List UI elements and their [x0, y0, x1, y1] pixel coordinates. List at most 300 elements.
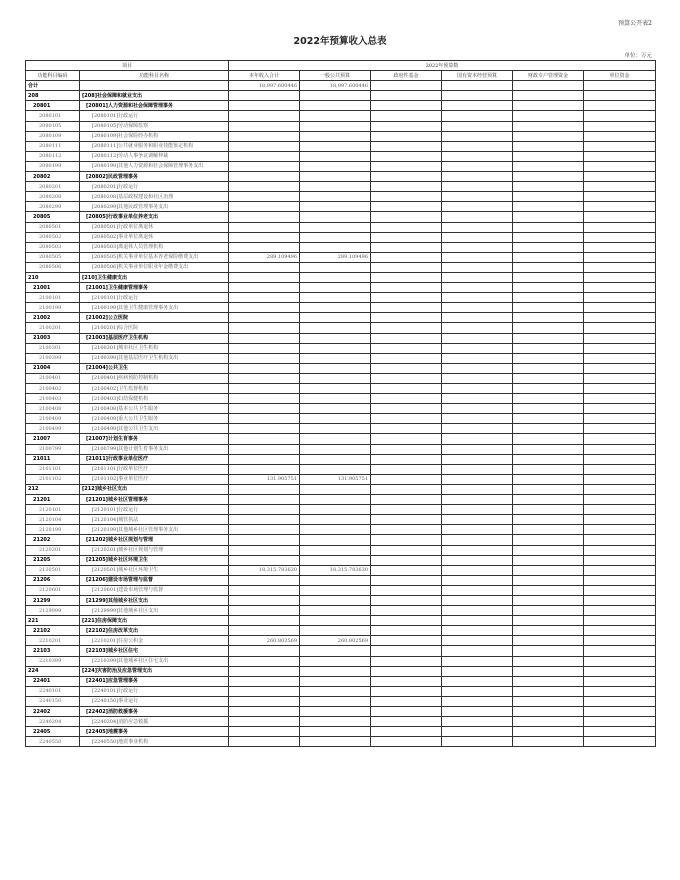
row-state-capital-cell — [442, 343, 513, 353]
row-special-fund-cell — [513, 464, 584, 474]
row-fund-cell — [371, 666, 442, 676]
row-total-cell — [229, 696, 300, 706]
row-name-cell: [2080105]劳动保障监察 — [80, 121, 229, 131]
row-state-capital-cell — [442, 182, 513, 192]
row-total-cell — [229, 121, 300, 131]
row-total-cell — [229, 202, 300, 212]
row-name-cell: [20805]行政事业单位养老支出 — [80, 212, 229, 222]
table-row — [26, 636, 656, 646]
row-total-cell — [229, 333, 300, 343]
row-total-cell — [229, 384, 300, 394]
row-special-fund-cell — [513, 505, 584, 515]
row-general-cell — [300, 91, 371, 101]
row-code-cell: 22405 — [26, 727, 80, 737]
row-code-cell: 2100301 — [26, 343, 80, 353]
row-state-capital-cell — [442, 384, 513, 394]
row-general-cell — [300, 434, 371, 444]
row-special-fund-cell — [513, 161, 584, 171]
row-state-capital-cell — [442, 424, 513, 434]
row-fund-cell — [371, 293, 442, 303]
row-special-fund-cell — [513, 606, 584, 616]
row-general-cell — [300, 515, 371, 525]
row-name-cell: [2100399]其他基层医疗卫生机构支出 — [80, 353, 229, 363]
row-fund-cell — [371, 474, 442, 484]
row-fund-cell — [371, 575, 442, 585]
row-fund-cell — [371, 232, 442, 242]
row-code-cell: 2080506 — [26, 262, 80, 272]
row-general-cell — [300, 595, 371, 605]
row-state-capital-cell — [442, 363, 513, 373]
row-code-cell: 21202 — [26, 535, 80, 545]
row-code-cell: 2100499 — [26, 424, 80, 434]
row-total-cell — [229, 737, 300, 747]
row-special-fund-cell — [513, 111, 584, 121]
row-general-cell — [300, 666, 371, 676]
row-fund-cell — [371, 373, 442, 383]
row-special-fund-cell — [513, 595, 584, 605]
row-fund-cell — [371, 151, 442, 161]
row-general-cell — [300, 424, 371, 434]
row-unit-fund-cell — [584, 505, 656, 515]
row-unit-fund-cell — [584, 101, 656, 111]
row-name-cell: [2100101]行政运行 — [80, 293, 229, 303]
row-name-cell: [2100408]基本公共卫生服务 — [80, 404, 229, 414]
row-general-cell — [300, 303, 371, 313]
row-code-cell: 2080199 — [26, 161, 80, 171]
row-state-capital-cell — [442, 161, 513, 171]
row-unit-fund-cell — [584, 737, 656, 747]
row-general-cell — [300, 394, 371, 404]
header-total: 本年收入合计 — [229, 71, 300, 81]
row-total-cell — [229, 575, 300, 585]
row-fund-cell — [371, 696, 442, 706]
row-special-fund-cell — [513, 717, 584, 727]
table-row — [26, 353, 656, 363]
row-unit-fund-cell — [584, 222, 656, 232]
row-fund-cell — [371, 384, 442, 394]
row-general-cell — [300, 172, 371, 182]
row-total-cell: 289.109496 — [229, 252, 300, 262]
row-fund-cell — [371, 394, 442, 404]
row-special-fund-cell — [513, 394, 584, 404]
table-row — [26, 262, 656, 272]
row-code-cell: 21201 — [26, 495, 80, 505]
row-general-cell — [300, 676, 371, 686]
table-row — [26, 384, 656, 394]
row-unit-fund-cell — [584, 141, 656, 151]
row-unit-fund-cell — [584, 727, 656, 737]
row-special-fund-cell — [513, 353, 584, 363]
row-state-capital-cell — [442, 525, 513, 535]
unit-label: 单位：万元 — [624, 53, 652, 59]
row-name-cell: [21004]公共卫生 — [80, 363, 229, 373]
row-special-fund-cell — [513, 172, 584, 182]
row-special-fund-cell — [513, 333, 584, 343]
row-code-cell: 22103 — [26, 646, 80, 656]
row-name-cell: [2120104]城管执法 — [80, 515, 229, 525]
row-code-cell: 21001 — [26, 283, 80, 293]
row-fund-cell — [371, 272, 442, 282]
row-special-fund-cell — [513, 283, 584, 293]
row-code-cell: 2080109 — [26, 131, 80, 141]
row-unit-fund-cell — [584, 414, 656, 424]
row-general-cell — [300, 293, 371, 303]
row-code-cell: 2101101 — [26, 464, 80, 474]
row-general-cell — [300, 575, 371, 585]
row-state-capital-cell — [442, 555, 513, 565]
row-state-capital-cell — [442, 242, 513, 252]
row-fund-cell — [371, 656, 442, 666]
row-code-cell: 2100409 — [26, 414, 80, 424]
row-total-cell — [229, 515, 300, 525]
row-unit-fund-cell — [584, 172, 656, 182]
row-general-cell — [300, 313, 371, 323]
row-special-fund-cell — [513, 131, 584, 141]
row-total-cell — [229, 172, 300, 182]
table-row — [26, 252, 656, 262]
row-unit-fund-cell — [584, 252, 656, 262]
row-total-cell — [229, 606, 300, 616]
row-unit-fund-cell — [584, 656, 656, 666]
row-general-cell — [300, 414, 371, 424]
header-row-columns — [26, 71, 656, 81]
row-fund-cell — [371, 434, 442, 444]
row-fund-cell — [371, 545, 442, 555]
row-name-cell: [21205]城乡社区环境卫生 — [80, 555, 229, 565]
row-state-capital-cell — [442, 404, 513, 414]
row-code-cell: 2100399 — [26, 353, 80, 363]
row-fund-cell — [371, 262, 442, 272]
header-special-fund: 财政专户管理资金 — [513, 71, 584, 81]
table-row — [26, 646, 656, 656]
table-row — [26, 434, 656, 444]
row-fund-cell — [371, 505, 442, 515]
row-general-cell — [300, 192, 371, 202]
row-unit-fund-cell — [584, 303, 656, 313]
row-unit-fund-cell — [584, 696, 656, 706]
row-code-cell: 2210201 — [26, 636, 80, 646]
row-fund-cell — [371, 182, 442, 192]
row-general-cell — [300, 585, 371, 595]
row-total-cell — [229, 585, 300, 595]
row-special-fund-cell — [513, 626, 584, 636]
row-state-capital-cell — [442, 727, 513, 737]
row-name-cell: [22402]消防救援事务 — [80, 707, 229, 717]
row-code-cell: 2120601 — [26, 585, 80, 595]
row-code-cell: 20801 — [26, 101, 80, 111]
row-general-cell — [300, 262, 371, 272]
row-state-capital-cell — [442, 303, 513, 313]
row-special-fund-cell — [513, 414, 584, 424]
row-state-capital-cell — [442, 131, 513, 141]
row-name-cell: [22401]应急管理事务 — [80, 676, 229, 686]
row-special-fund-cell — [513, 525, 584, 535]
table-number-label: 预算公开表2 — [618, 20, 652, 27]
row-fund-cell — [371, 565, 442, 575]
row-state-capital-cell — [442, 595, 513, 605]
row-code-cell: 21205 — [26, 555, 80, 565]
row-special-fund-cell — [513, 141, 584, 151]
row-unit-fund-cell — [584, 202, 656, 212]
row-name-cell: [2080501]行政单位离退休 — [80, 222, 229, 232]
row-general-cell — [300, 495, 371, 505]
row-special-fund-cell — [513, 242, 584, 252]
row-fund-cell — [371, 111, 442, 121]
table-row — [26, 686, 656, 696]
table-row — [26, 313, 656, 323]
row-unit-fund-cell — [584, 717, 656, 727]
row-code-cell: 2100401 — [26, 373, 80, 383]
row-state-capital-cell — [442, 151, 513, 161]
row-state-capital-cell — [442, 616, 513, 626]
row-total-cell — [229, 363, 300, 373]
row-name-cell: [20801]人力资源和社会保障管理事务 — [80, 101, 229, 111]
row-code-cell: 2240204 — [26, 717, 80, 727]
row-unit-fund-cell — [584, 616, 656, 626]
row-state-capital-cell — [442, 222, 513, 232]
row-unit-fund-cell — [584, 545, 656, 555]
row-name-cell: [2210201]住房公积金 — [80, 636, 229, 646]
row-general-cell — [300, 404, 371, 414]
row-special-fund-cell — [513, 151, 584, 161]
row-total-cell — [229, 444, 300, 454]
row-name-cell: [208]社会保障和就业支出 — [80, 91, 229, 101]
row-total-cell — [229, 727, 300, 737]
row-fund-cell — [371, 737, 442, 747]
row-fund-cell — [371, 495, 442, 505]
row-fund-cell — [371, 686, 442, 696]
row-unit-fund-cell — [584, 232, 656, 242]
table-row — [26, 585, 656, 595]
row-general-cell — [300, 686, 371, 696]
row-unit-fund-cell — [584, 242, 656, 252]
header-fund: 政府性基金 — [371, 71, 442, 81]
row-special-fund-cell — [513, 707, 584, 717]
row-fund-cell — [371, 343, 442, 353]
row-total-cell — [229, 373, 300, 383]
row-total-cell — [229, 141, 300, 151]
table-row — [26, 182, 656, 192]
row-state-capital-cell — [442, 565, 513, 575]
row-fund-cell — [371, 606, 442, 616]
row-fund-cell — [371, 595, 442, 605]
row-total-cell — [229, 232, 300, 242]
row-unit-fund-cell — [584, 333, 656, 343]
table-row — [26, 363, 656, 373]
row-state-capital-cell — [442, 474, 513, 484]
row-general-cell — [300, 656, 371, 666]
row-code-cell: 2101102 — [26, 474, 80, 484]
row-state-capital-cell — [442, 232, 513, 242]
table-row — [26, 515, 656, 525]
table-row — [26, 343, 656, 353]
row-name-cell: [2120101]行政运行 — [80, 505, 229, 515]
row-general-cell — [300, 222, 371, 232]
row-code-cell: 2100199 — [26, 303, 80, 313]
row-code-cell: 2080501 — [26, 222, 80, 232]
row-fund-cell — [371, 555, 442, 565]
row-name-cell: [2100301]城市社区卫生机构 — [80, 343, 229, 353]
row-code-cell: 2100799 — [26, 444, 80, 454]
row-name-cell: [2101102]事业单位医疗 — [80, 474, 229, 484]
table-row — [26, 464, 656, 474]
row-unit-fund-cell — [584, 313, 656, 323]
row-code-cell: 2080505 — [26, 252, 80, 262]
row-unit-fund-cell — [584, 474, 656, 484]
table-row — [26, 555, 656, 565]
row-name-cell: [2080109]社会保险经办机构 — [80, 131, 229, 141]
row-special-fund-cell — [513, 363, 584, 373]
row-special-fund-cell — [513, 313, 584, 323]
header-state-capital: 国有资本经营预算 — [442, 71, 513, 81]
row-special-fund-cell — [513, 565, 584, 575]
row-special-fund-cell — [513, 545, 584, 555]
header-unit-fund: 单位资金 — [584, 71, 656, 81]
table-row — [26, 303, 656, 313]
row-unit-fund-cell — [584, 555, 656, 565]
row-code-cell: 21002 — [26, 313, 80, 323]
row-name-cell: [2080208]基层政权建设和社区治理 — [80, 192, 229, 202]
row-total-cell — [229, 404, 300, 414]
row-name-cell: [2100499]其他公共卫生支出 — [80, 424, 229, 434]
table-row — [26, 676, 656, 686]
row-total-cell — [229, 464, 300, 474]
row-general-cell — [300, 363, 371, 373]
row-fund-cell — [371, 323, 442, 333]
row-state-capital-cell — [442, 454, 513, 464]
table-row — [26, 222, 656, 232]
row-state-capital-cell — [442, 495, 513, 505]
row-general-cell: 289.109496 — [300, 252, 371, 262]
row-state-capital-cell — [442, 333, 513, 343]
row-total-cell — [229, 313, 300, 323]
row-special-fund-cell — [513, 81, 584, 91]
row-general-cell — [300, 727, 371, 737]
row-total-cell — [229, 616, 300, 626]
row-total-cell — [229, 283, 300, 293]
row-name-cell: [2100401]疾病预防控制机构 — [80, 373, 229, 383]
row-fund-cell — [371, 141, 442, 151]
header-row-group — [26, 61, 656, 71]
row-unit-fund-cell — [584, 707, 656, 717]
row-total-cell: 260.802569 — [229, 636, 300, 646]
row-name-cell: [2080199]其他人力资源和社会保障管理事务支出 — [80, 161, 229, 171]
row-code-cell: 2240150 — [26, 696, 80, 706]
row-special-fund-cell — [513, 474, 584, 484]
row-code-cell: 22401 — [26, 676, 80, 686]
table-row — [26, 414, 656, 424]
row-unit-fund-cell — [584, 373, 656, 383]
row-general-cell — [300, 121, 371, 131]
row-general-cell — [300, 353, 371, 363]
row-name-cell: [2100199]其他卫生健康管理事务支出 — [80, 303, 229, 313]
row-general-cell — [300, 737, 371, 747]
row-state-capital-cell — [442, 606, 513, 616]
row-name-cell: [21001]卫生健康管理事务 — [80, 283, 229, 293]
table-row — [26, 323, 656, 333]
row-state-capital-cell — [442, 323, 513, 333]
row-unit-fund-cell — [584, 91, 656, 101]
row-fund-cell — [371, 414, 442, 424]
row-state-capital-cell — [442, 212, 513, 222]
table-row — [26, 141, 656, 151]
row-unit-fund-cell — [584, 182, 656, 192]
budget-revenue-table — [25, 60, 656, 747]
row-code-cell: 212 — [26, 484, 80, 494]
row-name-cell: [21201]城乡社区管理事务 — [80, 495, 229, 505]
row-code-cell: 2120104 — [26, 515, 80, 525]
row-fund-cell — [371, 727, 442, 737]
row-general-cell — [300, 626, 371, 636]
row-total-cell — [229, 676, 300, 686]
row-general-cell — [300, 555, 371, 565]
row-unit-fund-cell — [584, 343, 656, 353]
row-code-cell: 2080112 — [26, 151, 80, 161]
row-code-cell: 2129999 — [26, 606, 80, 616]
row-fund-cell — [371, 101, 442, 111]
row-code-cell: 2080201 — [26, 182, 80, 192]
row-unit-fund-cell — [584, 454, 656, 464]
table-row — [26, 656, 656, 666]
table-row — [26, 444, 656, 454]
row-unit-fund-cell — [584, 565, 656, 575]
row-code-cell: 2080503 — [26, 242, 80, 252]
row-state-capital-cell — [442, 636, 513, 646]
table-row — [26, 727, 656, 737]
row-total-cell — [229, 343, 300, 353]
row-state-capital-cell — [442, 101, 513, 111]
row-total-cell — [229, 303, 300, 313]
row-name-cell: [2240204]消防应急救援 — [80, 717, 229, 727]
row-total-cell — [229, 151, 300, 161]
row-name-cell: [221]住房保障支出 — [80, 616, 229, 626]
row-state-capital-cell — [442, 202, 513, 212]
row-general-cell — [300, 323, 371, 333]
row-general-cell — [300, 242, 371, 252]
table-row — [26, 242, 656, 252]
row-unit-fund-cell — [584, 484, 656, 494]
table-row — [26, 707, 656, 717]
row-unit-fund-cell — [584, 151, 656, 161]
row-fund-cell — [371, 525, 442, 535]
row-unit-fund-cell — [584, 676, 656, 686]
row-special-fund-cell — [513, 444, 584, 454]
row-special-fund-cell — [513, 515, 584, 525]
row-total-cell — [229, 394, 300, 404]
row-special-fund-cell — [513, 585, 584, 595]
row-general-cell — [300, 525, 371, 535]
row-fund-cell — [371, 303, 442, 313]
table-row — [26, 373, 656, 383]
row-name-cell: [2080112]劳动人事争议调解仲裁 — [80, 151, 229, 161]
row-name-cell: [2129999]其他城乡社区支出 — [80, 606, 229, 616]
row-special-fund-cell — [513, 676, 584, 686]
row-total-cell — [229, 707, 300, 717]
row-unit-fund-cell — [584, 626, 656, 636]
table-row — [26, 565, 656, 575]
row-fund-cell — [371, 252, 442, 262]
row-unit-fund-cell — [584, 323, 656, 333]
row-name-cell: [21202]城乡社区规划与管理 — [80, 535, 229, 545]
row-state-capital-cell — [442, 575, 513, 585]
row-fund-cell — [371, 202, 442, 212]
row-state-capital-cell — [442, 373, 513, 383]
row-name-cell: [2100403]妇幼保健机构 — [80, 394, 229, 404]
row-total-cell — [229, 525, 300, 535]
row-general-cell — [300, 232, 371, 242]
row-state-capital-cell — [442, 686, 513, 696]
row-unit-fund-cell — [584, 384, 656, 394]
